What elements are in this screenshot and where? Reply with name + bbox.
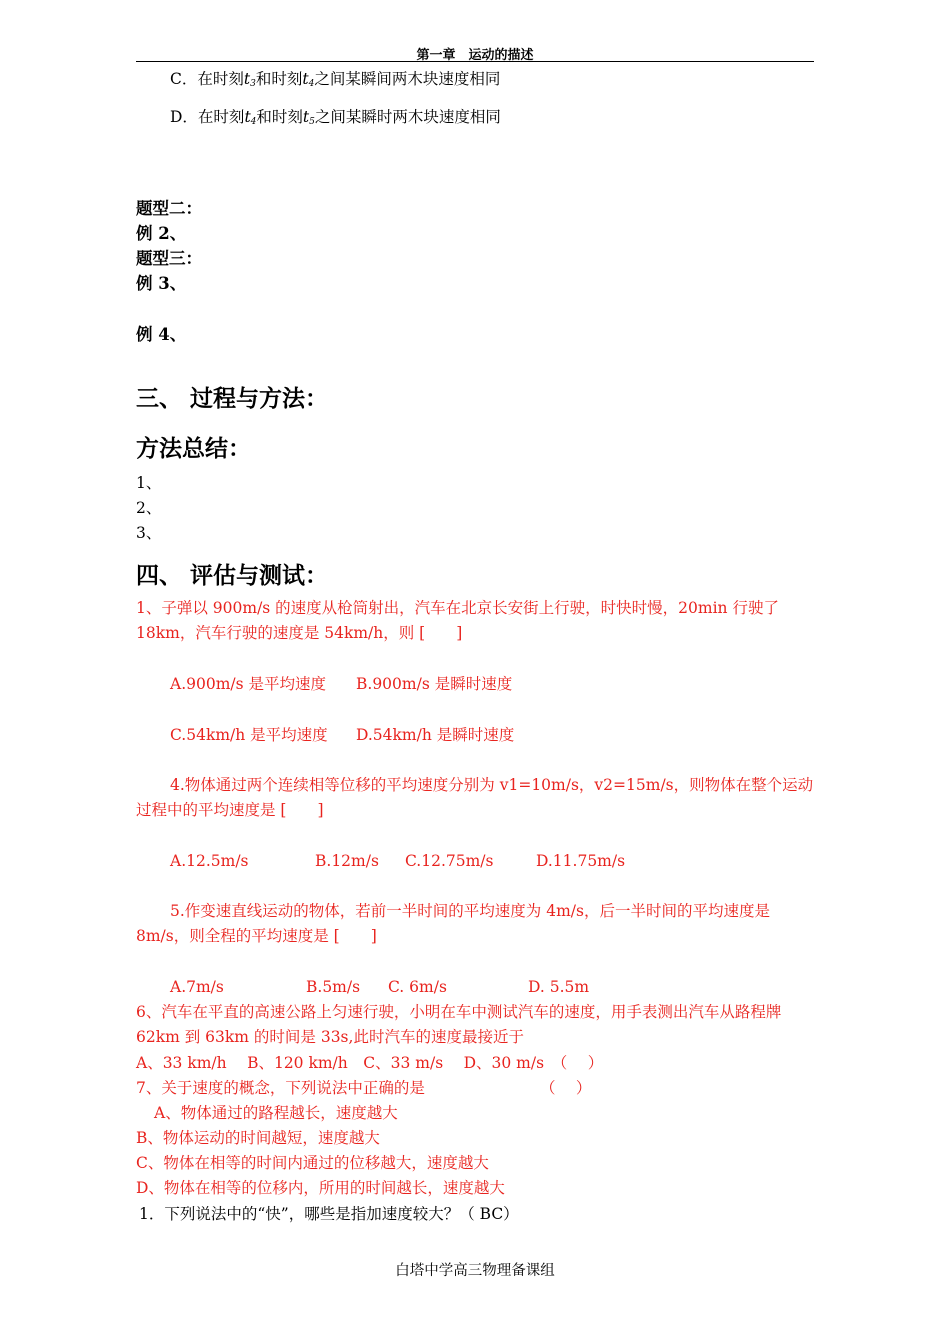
method-summary-title: 方法总结： <box>136 436 251 462</box>
summary-item-1: 1、 <box>136 474 162 492</box>
summary-item-3: 3、 <box>136 524 162 542</box>
question-1-text: 1、子弹以 900m/s 的速度从枪筒射出，汽车在北京长安街上行驶，时快时慢，20min 行驶了 18km，汽车行驶的速度是 54km/h，则 [ ] <box>136 599 779 642</box>
question-6-text: 6、汽车在平直的高速公路上匀速行驶，小明在车中测试汽车的速度，用手表测出汽车从路程牌 62km 到 63km 的时间是 33s,此时汽车的速度最接近于 <box>136 1003 782 1046</box>
question-5-text: 5.作变速直线运动的物体，若前一半时间的平均速度为 4m/s，后一半时间的平均速度是 8m/s，则全程的平均速度是 [ ] <box>136 902 770 945</box>
question-4-option-c: C.12.75m/s <box>405 852 494 870</box>
question-7-option-a: A、物体通过的路程越长，速度越大 <box>154 1104 398 1122</box>
header-rule <box>136 61 814 62</box>
question-5-option-d: D. 5.5m <box>528 978 590 996</box>
question-1-option-b: B.900m/s 是瞬时速度 <box>356 675 513 693</box>
question-5-option-c: C. 6m/s <box>388 978 447 996</box>
option-d: D．在时刻$t_4$和时刻$t_5$之间某瞬时两木块速度相同 <box>170 108 501 127</box>
question-7-option-d: D、物体在相等的位移内，所用的时间越长，速度越大 <box>136 1179 505 1197</box>
example-4: 例 4、 <box>136 325 187 344</box>
example-3: 例 3、 <box>136 274 187 293</box>
page-header-title: 第一章 运动的描述 <box>416 48 534 63</box>
section-four-title: 四、 评估与测试： <box>136 563 329 589</box>
question-1-option-c: C.54km/h 是平均速度 <box>170 726 328 744</box>
last-question-text: 1．下列说法中的“快”，哪些是指加速度较大？（ BC） <box>139 1205 519 1223</box>
question-7-text: 7、关于速度的概念，下列说法中正确的是 <box>136 1079 425 1097</box>
question-4-option-a: A.12.5m/s <box>170 852 249 870</box>
page-footer: 白塔中学高三物理备课组 <box>395 1263 555 1279</box>
question-7-option-b: B、物体运动的时间越短，速度越大 <box>136 1129 380 1147</box>
question-6-options: A、33 km/h B、120 km/h C、33 m/s D、30 m/s （ ） <box>136 1054 604 1072</box>
question-4-option-d: D.11.75m/s <box>536 852 626 870</box>
type-two-heading: 题型二： <box>136 199 202 218</box>
question-5-option-a: A.7m/s <box>170 978 224 996</box>
question-5-option-b: B.5m/s <box>306 978 361 996</box>
section-three-title: 三、 过程与方法： <box>136 386 329 412</box>
question-4-text: 4.物体通过两个连续相等位移的平均速度分别为 v1=10m/s，v2=15m/s，则物体在整个运动过程中的平均速度是 [ ] <box>136 776 814 819</box>
summary-item-2: 2、 <box>136 499 162 517</box>
question-1-option-d: D.54km/h 是瞬时速度 <box>356 726 515 744</box>
option-c: C．在时刻$t_3$和时刻$t_4$之间某瞬间两木块速度相同 <box>170 70 501 89</box>
question-4-option-b: B.12m/s <box>315 852 379 870</box>
type-three-heading: 题型三： <box>136 249 202 268</box>
example-2: 例 2、 <box>136 224 187 243</box>
question-7-answer-paren: （ ） <box>540 1079 592 1097</box>
question-1-option-a: A.900m/s 是平均速度 <box>170 675 327 693</box>
question-7-option-c: C、物体在相等的时间内通过的位移越大，速度越大 <box>136 1154 489 1172</box>
